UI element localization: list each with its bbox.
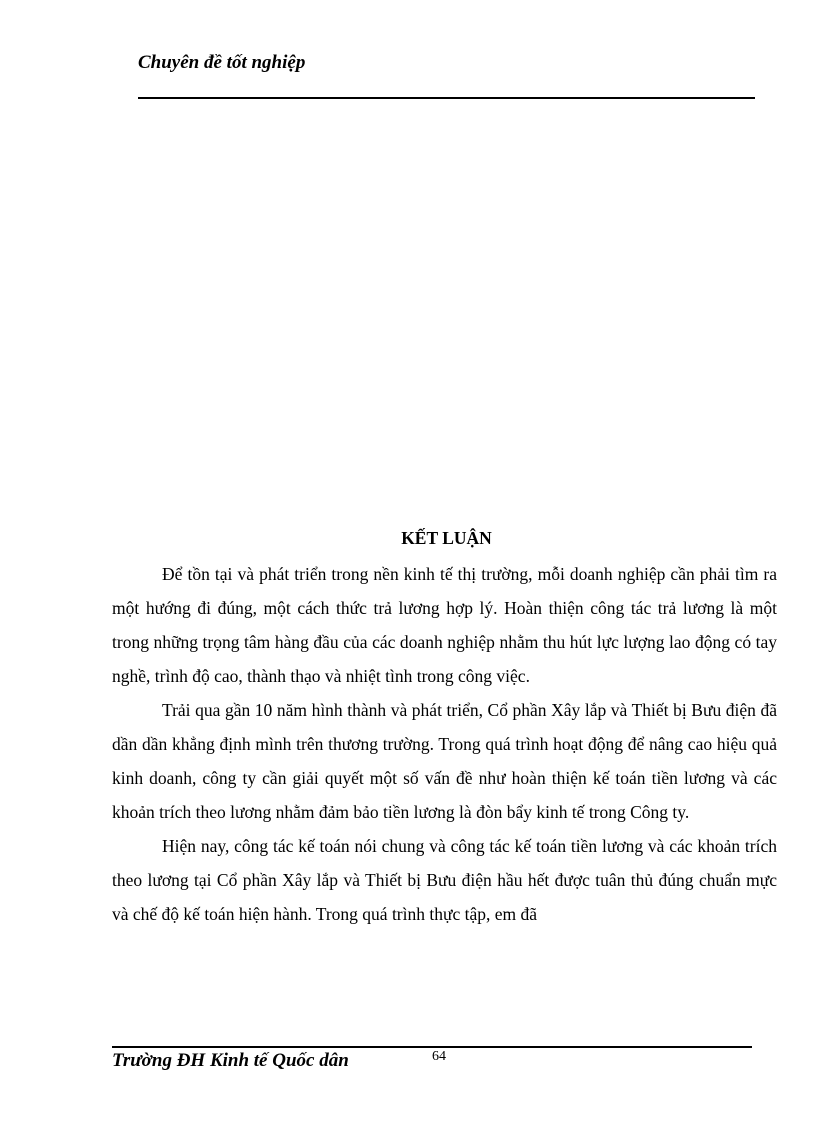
paragraph-2: Trải qua gần 10 năm hình thành và phát triển, Cổ phần Xây lắp và Thiết bị Bưu điện đã dần dần khẳng định mình trên thương trường. Trong quá trình hoạt động để nâng cao hiệu quả kinh doanh, công ty cần giải quyết một số vấn đề như hoàn thiện kế toán tiền lương và các khoản trích theo lương nhằm đảm bảo tiền lương là đòn bẩy kinh tế trong Công ty. [112,700,777,822]
header-title: Chuyên đề tốt nghiệp [138,52,306,73]
footer-divider [112,1046,752,1048]
page-number: 64 [432,1049,446,1064]
paragraph-1: Để tồn tại và phát triển trong nền kinh tế thị trường, mỗi doanh nghiệp cần phải tìm ra một hướng đi đúng, một cách thức trả lương hợp lý. Hoàn thiện công tác trả lương là một trong những trọng tâm hàng đầu của các doanh nghiệp nhằm thu hút lực lượng lao động có tay nghề, trình độ cao, thành thạo và nhiệt tình trong công việc. [112,564,777,686]
footer-school: Trường ĐH Kinh tế Quốc dân [112,1050,349,1071]
header-divider [138,97,755,99]
body-text [112,557,777,931]
paragraph-3: Hiện nay, công tác kế toán nói chung và công tác kế toán tiền lương và các khoản trích theo lương tại Cổ phần Xây lắp và Thiết bị Bưu điện hầu hết được tuân thủ đúng chuẩn mực và chế độ kế toán hiện hành. Trong quá trình thực tập, em đã [112,836,777,924]
section-title: KẾT LUẬN [401,528,492,548]
